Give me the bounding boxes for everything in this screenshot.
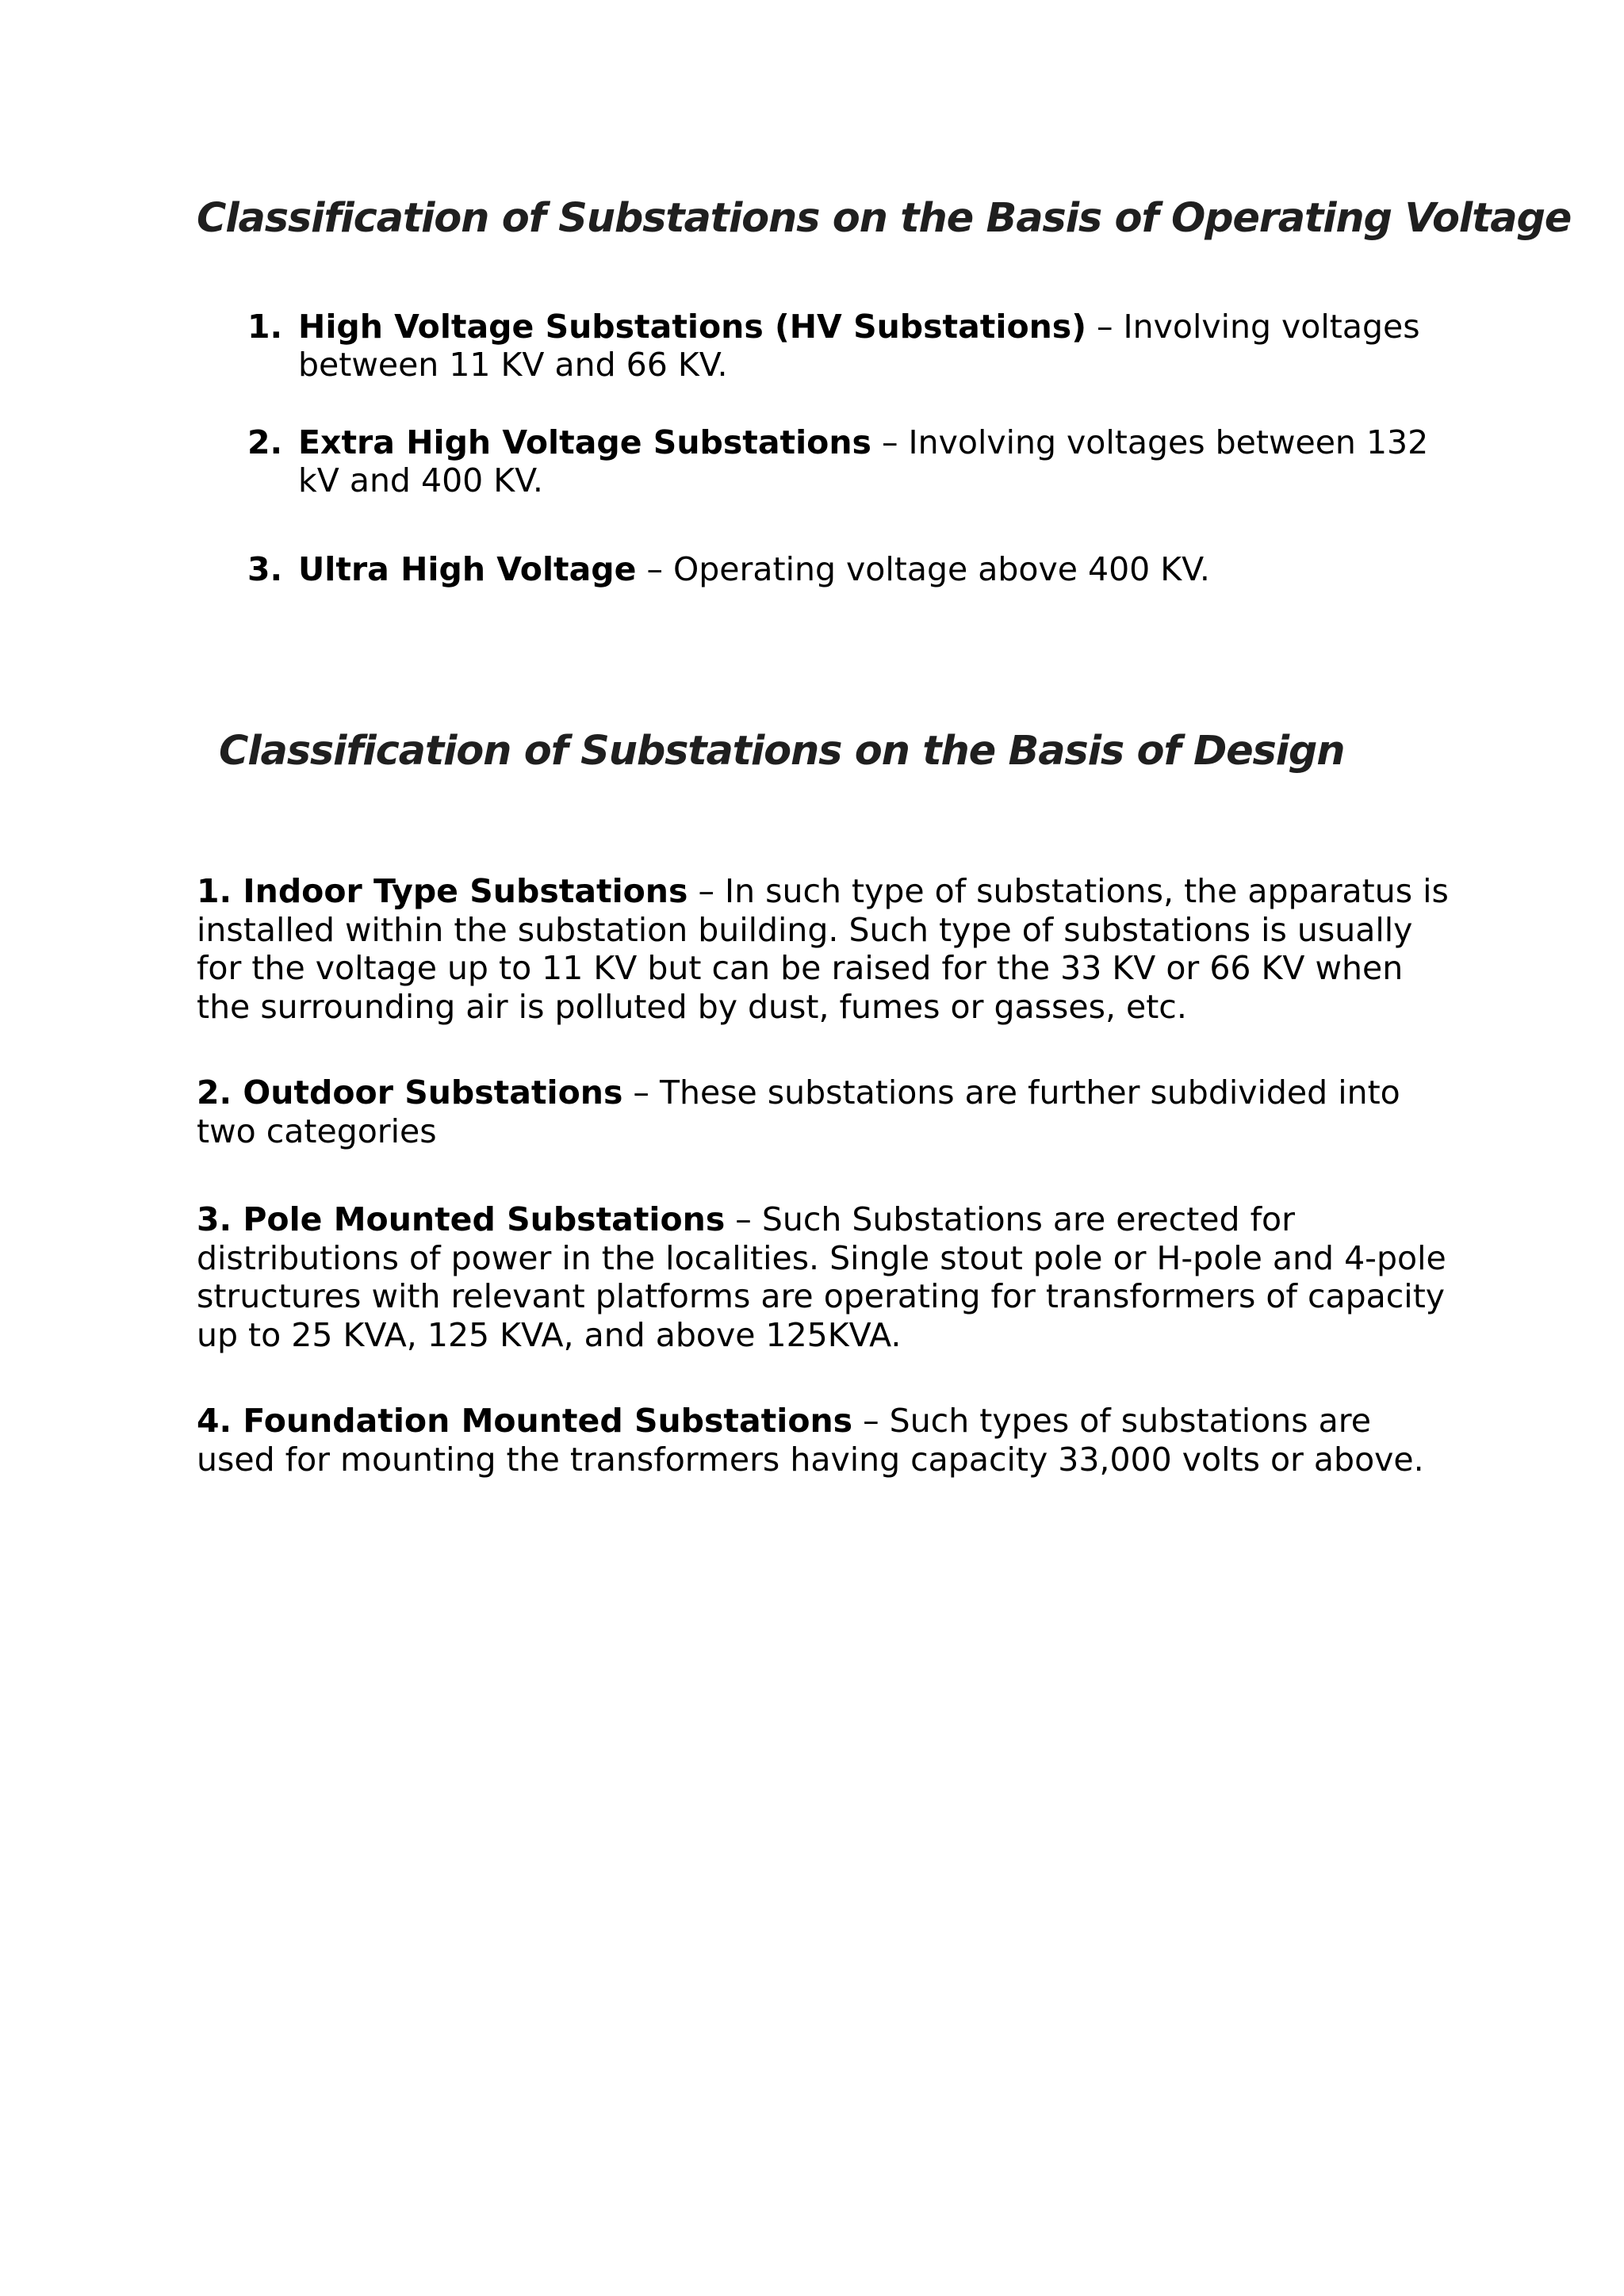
list-item-separator: –: [1086, 308, 1124, 346]
paragraph-title: 3. Pole Mounted Substations: [197, 1200, 726, 1238]
paragraph-title: 2. Outdoor Substations: [197, 1073, 623, 1112]
paragraph-text: Such Substations are erected for distributions of power in the localities. Single stout pole or H-pole and 4-pole structures with relevant platforms are operating for transformers of capacity up to 25 KVA, 125 KVA, and above 125KVA.: [197, 1200, 1446, 1354]
list-item-title: High Voltage Substations (HV Substations): [298, 308, 1086, 346]
list-item-text: Operating voltage above 400 KV.: [673, 550, 1210, 588]
design-paragraph-outdoor: [197, 1073, 1450, 1150]
list-item-separator: –: [871, 423, 909, 461]
list-item: [238, 550, 1443, 588]
list-item-number: 2.: [247, 423, 283, 461]
list-item-number: 1.: [247, 308, 283, 346]
list-item: [238, 423, 1443, 499]
voltage-list-item-3: [238, 550, 1443, 588]
design-section-heading: Classification of Substations on the Basis of Design: [219, 728, 1345, 775]
paragraph-text: In such type of substations, the apparatus is installed within the substation building. Such type of substations is usually for the voltage up to 11 KV but can be raised for the 33 KV or 66 KV when the surrounding air is polluted by dust, fumes or gasses, etc.: [197, 872, 1449, 1026]
design-paragraph-foundation-mounted: [197, 1402, 1450, 1479]
paragraph-text: Such types of substations are used for mounting the transformers having capacity 33,000 volts or above.: [197, 1402, 1424, 1479]
list-item-title: Ultra High Voltage: [298, 550, 637, 588]
list-item-text: Involving voltages between 132 kV and 400 KV.: [298, 423, 1429, 499]
paragraph-separator: –: [688, 872, 725, 910]
voltage-list-item-2: [238, 423, 1443, 499]
list-item-separator: –: [636, 550, 673, 588]
paragraph-text: These substations are further subdivided into two categories: [197, 1073, 1400, 1150]
paragraph-separator: –: [852, 1402, 890, 1440]
list-item-title: Extra High Voltage Substations: [298, 423, 871, 461]
list-item: [238, 308, 1443, 384]
voltage-section-heading: Classification of Substations on the Basis of Operating Voltage: [197, 195, 1572, 242]
paragraph-title: 1. Indoor Type Substations: [197, 872, 688, 910]
paragraph-separator: –: [622, 1073, 660, 1112]
design-paragraph-indoor: [197, 872, 1450, 1026]
paragraph-separator: –: [725, 1200, 762, 1238]
design-paragraph-pole-mounted: [197, 1200, 1450, 1354]
list-item-number: 3.: [247, 550, 283, 588]
list-item-text: Involving voltages between 11 KV and 66 KV.: [298, 308, 1420, 384]
voltage-list-item-1: [238, 308, 1443, 384]
paragraph-title: 4. Foundation Mounted Substations: [197, 1402, 853, 1440]
